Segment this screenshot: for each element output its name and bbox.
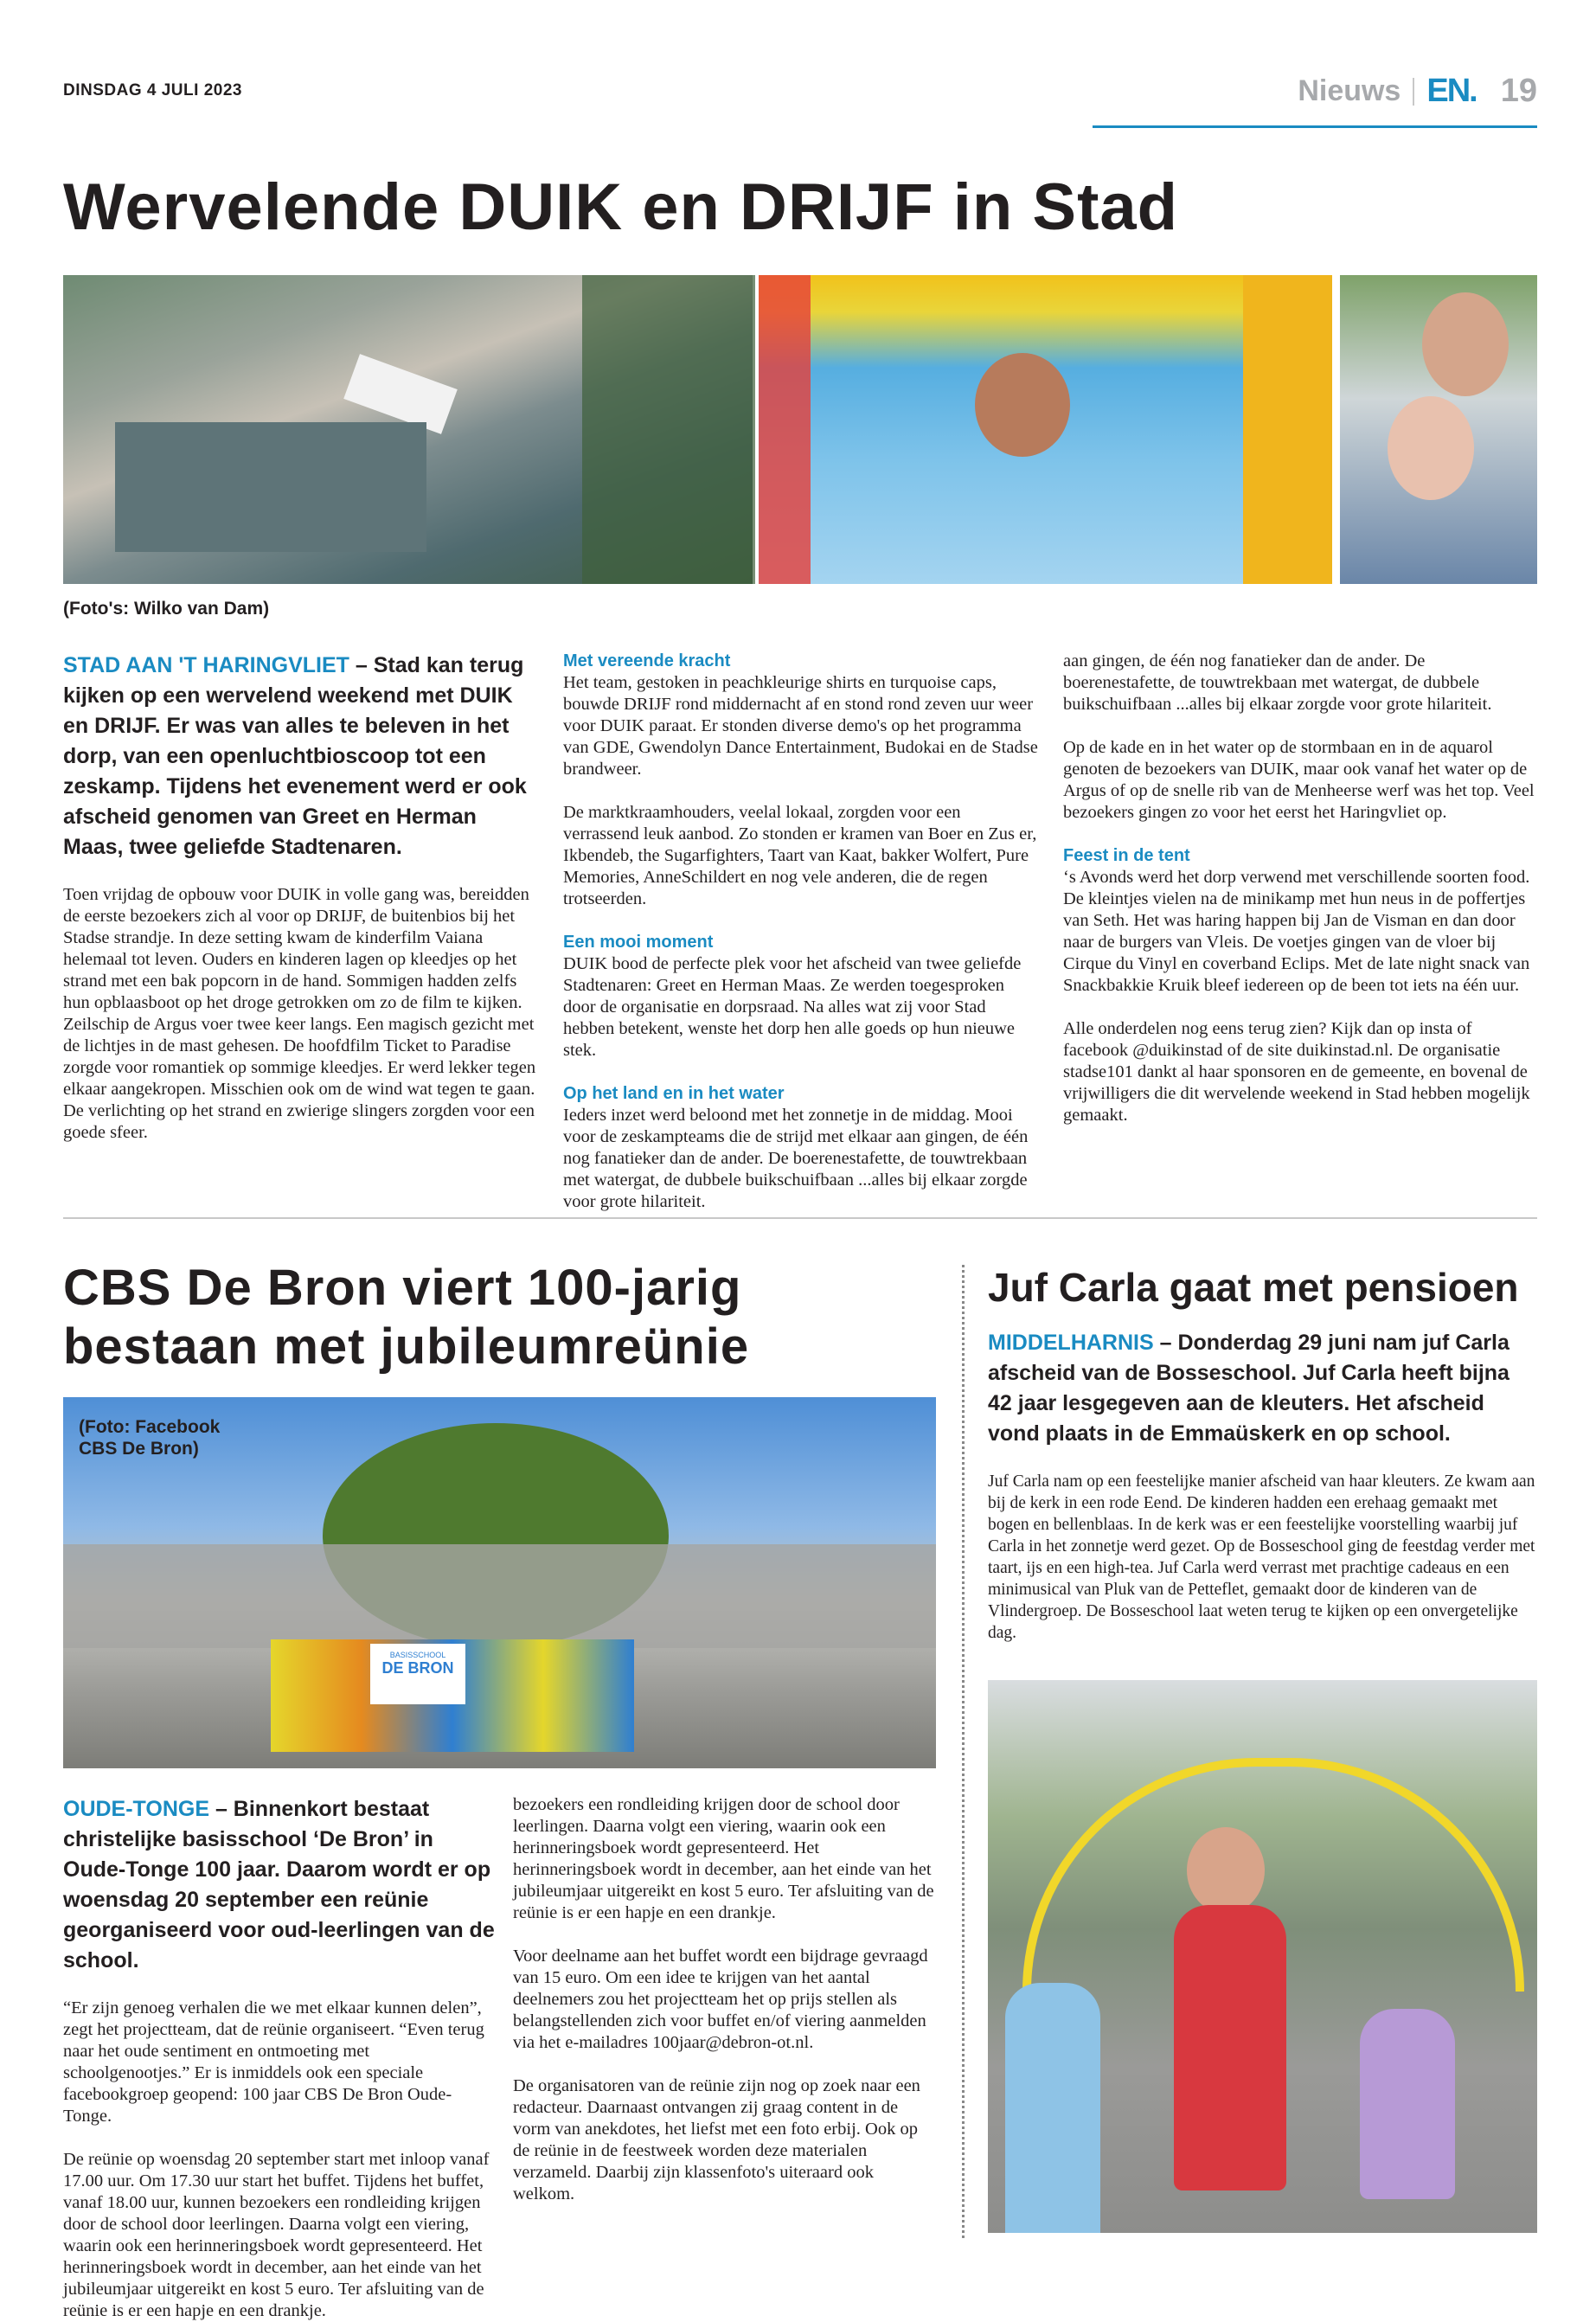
article-column-1 [63,1794,496,2320]
sign-small-text: BASISSCHOOL [389,1651,446,1659]
article-title: Juf Carla gaat met pensioen [988,1265,1519,1310]
paragraph: DUIK bood de perfecte plek voor het afscheid van twee geliefde Stadtenaren: Greet en Herman Maas. Ze werden toegesproken door de organisatie en dorpsraad. Na alles wat zij voor Stad hebben betekent, wenste het dorp hen alle goeds op hun nieuwe stek. [563,954,1022,1060]
paragraph: Op de kade en in het water op de stormbaan en in de aquarol genoten de bezoekers van DUIK, maar ook vanaf het water op de Argus of op de snelle rib van de Menheerse werf was het top. Veel bezoekers gingen zo voor het eerst het Haringvliet op. [1063,738,1535,822]
paragraph-continued: bezoekers een rondleiding krijgen door de school door leerlingen. Daarna volgt een viering, waarin ook een herinneringsboek wordt gepresenteerd. Het herinneringsboek wordt in december, aan het einde van het jubileumjaar uitgereikt en kost 5 euro. Ter afsluiting van de reünie is er een hapje en een drankje. [513,1795,934,1922]
subheading: Een mooi moment [563,933,714,952]
photo-credit: (Foto: Facebook CBS De Bron) [79,1417,221,1459]
header-separator [1413,78,1414,106]
page-number: 19 [1500,73,1537,109]
paragraph: Het team, gestoken in peachkleurige shirts en turquoise caps, bouwde DRIJF rond middernacht af en stond rond zeven uur weer voor DUIK paraat. Er stonden diverse demo's op het programma van GDE, Gwendolyn Dance Entertainment, Budokai en de Stadse brandweer. [563,673,1038,779]
paragraph: Alle onderdelen nog eens terug zien? Kijk dan op insta of facebook @duikinstad of de site duikinstad.nl. De organisatie stadse101 dankt al haar sponsoren en de gemeente, en bovenal de vrijwilligers die dit wervelende weekend in Stad hebben mogelijk gemaakt. [1063,1019,1530,1125]
column-separator [962,1265,965,2238]
article-column-1 [63,651,539,1144]
newspaper-logo: EN. [1426,73,1477,109]
photo-water-slide [759,275,1332,584]
paragraph: Toen vrijdag de opbouw voor DUIK in volle gang was, bereidden de eerste bezoekers zich al voor op DRIJF, de buitenbios bij het Stadse strandje. In deze setting kwam de kinderfilm Vaiana helemaal tot leven. Ouders en kinderen lagen op kleedjes op het strand met een bak popcorn in de hand. Sommigen hadden zelfs hun opblaasboot op het droge getrokken om zo de film te kijken. Zeilschip de Argus voer twee keer langs. Een magisch gezicht met de lichtjes in de mast gehesen. De hoofdfilm Ticket to Paradise zorgde voor romantiek op sommige kleedjes. Er werd lekker tegen elkaar aangekropen. Misschien ook om de wind wat tegen te gaan. De verlichting op het strand en zwierige slingers zorgden voor een goede sfeer. [63,885,536,1142]
lead-text: – Binnenkort bestaat christelijke basisschool ‘De Bron’ in Oude-Tonge 100 jaar. Daarom wordt er op woensdag 20 september een reünie georganiseerd voor oud-leerlingen van de school. [63,1797,495,1972]
photo-credit: (Foto's: Wilko van Dam) [63,599,270,619]
paragraph: ‘s Avonds werd het dorp verwend met verschillende soorten food. De kleintjes vielen na de minikamp met hun neus in de poffertjes van Seth. Het was haring happen bij Jan de Visman en dan door naar de burgers van Vleis. De voetjes gingen van de vloer bij Cirque du Vinyl en coverband Eclips. Met de late night snack van Snackbakkie Kruik bleef iedereen op de been tot iets na één uur. [1063,868,1530,995]
section-label: Nieuws [1298,74,1401,107]
photo-aerial-harbor [63,275,753,584]
photo-school-building [63,1397,936,1768]
article-title: Wervelende DUIK en DRIJF in Stad [63,170,1179,244]
section-divider [63,1217,1537,1219]
paragraph: Voor deelname aan het buffet wordt een bijdrage gevraagd van 15 euro. Om een idee te krijgen van het aantal deelnemers zou het projectteam het op prijs stellen als belangstellenden zich voor buffet en/of viering aanmelden via het e-mailadres 100jaar@debron-ot.nl. [513,1947,928,2052]
article-lead [988,1328,1537,1449]
paragraph: Ieders inzet werd beloond met het zonnetje in de middag. Mooi voor de zeskampteams die de strijd met elkaar aan gingen, de één nog fanatieker dan de ander. De boerenestafette, de touwtrekbaan met watergat, de dubbele buikschuifbaan ...alles bij elkaar zorgde voor grote hilariteit. [563,1106,1029,1211]
lead-text: – Stad kan terug kijken op een wervelend weekend met DUIK en DRIJF. Er was van alles te beleven in het dorp, van een openluchtbioscoop tot een zeskamp. Tijdens het evenement werd er ook afscheid genomen van Greet en Herman Maas, twee geliefde Stadtenaren. [63,653,527,859]
subheading: Feest in de tent [1063,846,1190,865]
photo-greet-herman [1340,275,1537,584]
title-line: bestaan met jubileumreünie [63,1318,750,1375]
article-lead [63,651,539,863]
dateline: OUDE-TONGE [63,1797,209,1821]
page-header [1093,62,1537,128]
subheading: Op het land en in het water [563,1084,785,1103]
issue-date: DINSDAG 4 JULI 2023 [63,81,242,99]
subheading: Met vereende kracht [563,651,731,670]
article-column-2 [563,651,1039,1211]
article-column-2 [513,1794,936,2205]
sign-text: DE BRON [381,1659,454,1677]
paragraph: De reünie op woensdag 20 september start met inloop vanaf 17.00 uur. Om 17.30 uur start het buffet. Tijdens het buffet, vanaf 18.00 uur, kunnen bezoekers een rondleiding krijgen door de school door leerlingen. Daarna volgt een viering, waarin ook een herinneringsboek wordt gepresenteerd. Het herinneringsboek wordt in december, aan het einde van het jubileumjaar uitgereikt en kost 5 euro. Ter afsluiting van de reünie is er een hapje en een drankje. [63,2150,490,2320]
paragraph: “Er zijn genoeg verhalen die we met elkaar kunnen delen”, zegt het projectteam, dat de reünie organiseert. “Even terug naar het oude sentiment en ontmoeting met schoolgenootjes.” Er is inmiddels ook een speciale facebookgroep geopend: 100 jaar CBS De Bron Oude-Tonge. [63,1998,484,2126]
paragraph: De marktkraamhouders, veelal lokaal, zorgden voor een verrassend leuk aanbod. Zo stonden er kramen van Boer en Zus er, Ikbendeb, the Sugarfighters, Taart van Kaat, bakker Wolfert, Pure Memories, AnneSchildert en nog vele anderen, die de regen trotseerden. [563,803,1037,908]
title-line: CBS De Bron viert 100-jarig [63,1260,742,1316]
article-column-3 [1063,651,1539,1126]
dateline: STAD AAN 'T HARINGVLIET [63,653,349,677]
paragraph-continued: aan gingen, de één nog fanatieker dan de ander. De boerenestafette, de touwtrekbaan met watergat, de dubbele buikschuifbaan ...alles bij elkaar zorgde voor grote hilariteit. [1063,651,1492,714]
article-title [63,1259,954,1376]
article-lead [63,1794,496,1976]
article-body [988,1328,1537,1644]
photo-juf-carla-farewell [988,1680,1537,2233]
paragraph: De organisatoren van de reünie zijn nog op zoek naar een redacteur. Daarnaast ontvangen zij graag content in de vorm van anekdotes, het liefst met een foto erbij. Ook op de reünie in de feestweek worden deze materialen verzameld. Daarbij zijn klassenfoto's uiteraard ook welkom. [513,2076,920,2203]
dateline: MIDDELHARNIS [988,1331,1154,1355]
school-sign [370,1644,465,1704]
paragraph: Juf Carla nam op een feestelijke manier afscheid van haar kleuters. Ze kwam aan bij de kerk in een rode Eend. De kinderen hadden een erehaag gemaakt met bogen en bellenblaas. In de kerk was er een feestelijke voorstelling waarbij juf Carla in het zonnetje werd gezet. Op de Bosseschool ging de feestdag verder met taart, ijs en een high-tea. Juf Carla werd verrast met prachtige cadeaus en een minimusical van Pluk van de Petteflet, gemaakt door de kinderen van de Vlindergroep. De Bosseschool laat weten terug te kijken op een onvergetelijke dag. [988,1472,1535,1642]
lead-text: – Donderdag 29 juni nam juf Carla afscheid van de Bosseschool. Juf Carla heeft bijna 42 jaar lesgegeven aan de kleuters. Het afscheid vond plaats in de Emmaüskerk en op school. [988,1331,1509,1446]
